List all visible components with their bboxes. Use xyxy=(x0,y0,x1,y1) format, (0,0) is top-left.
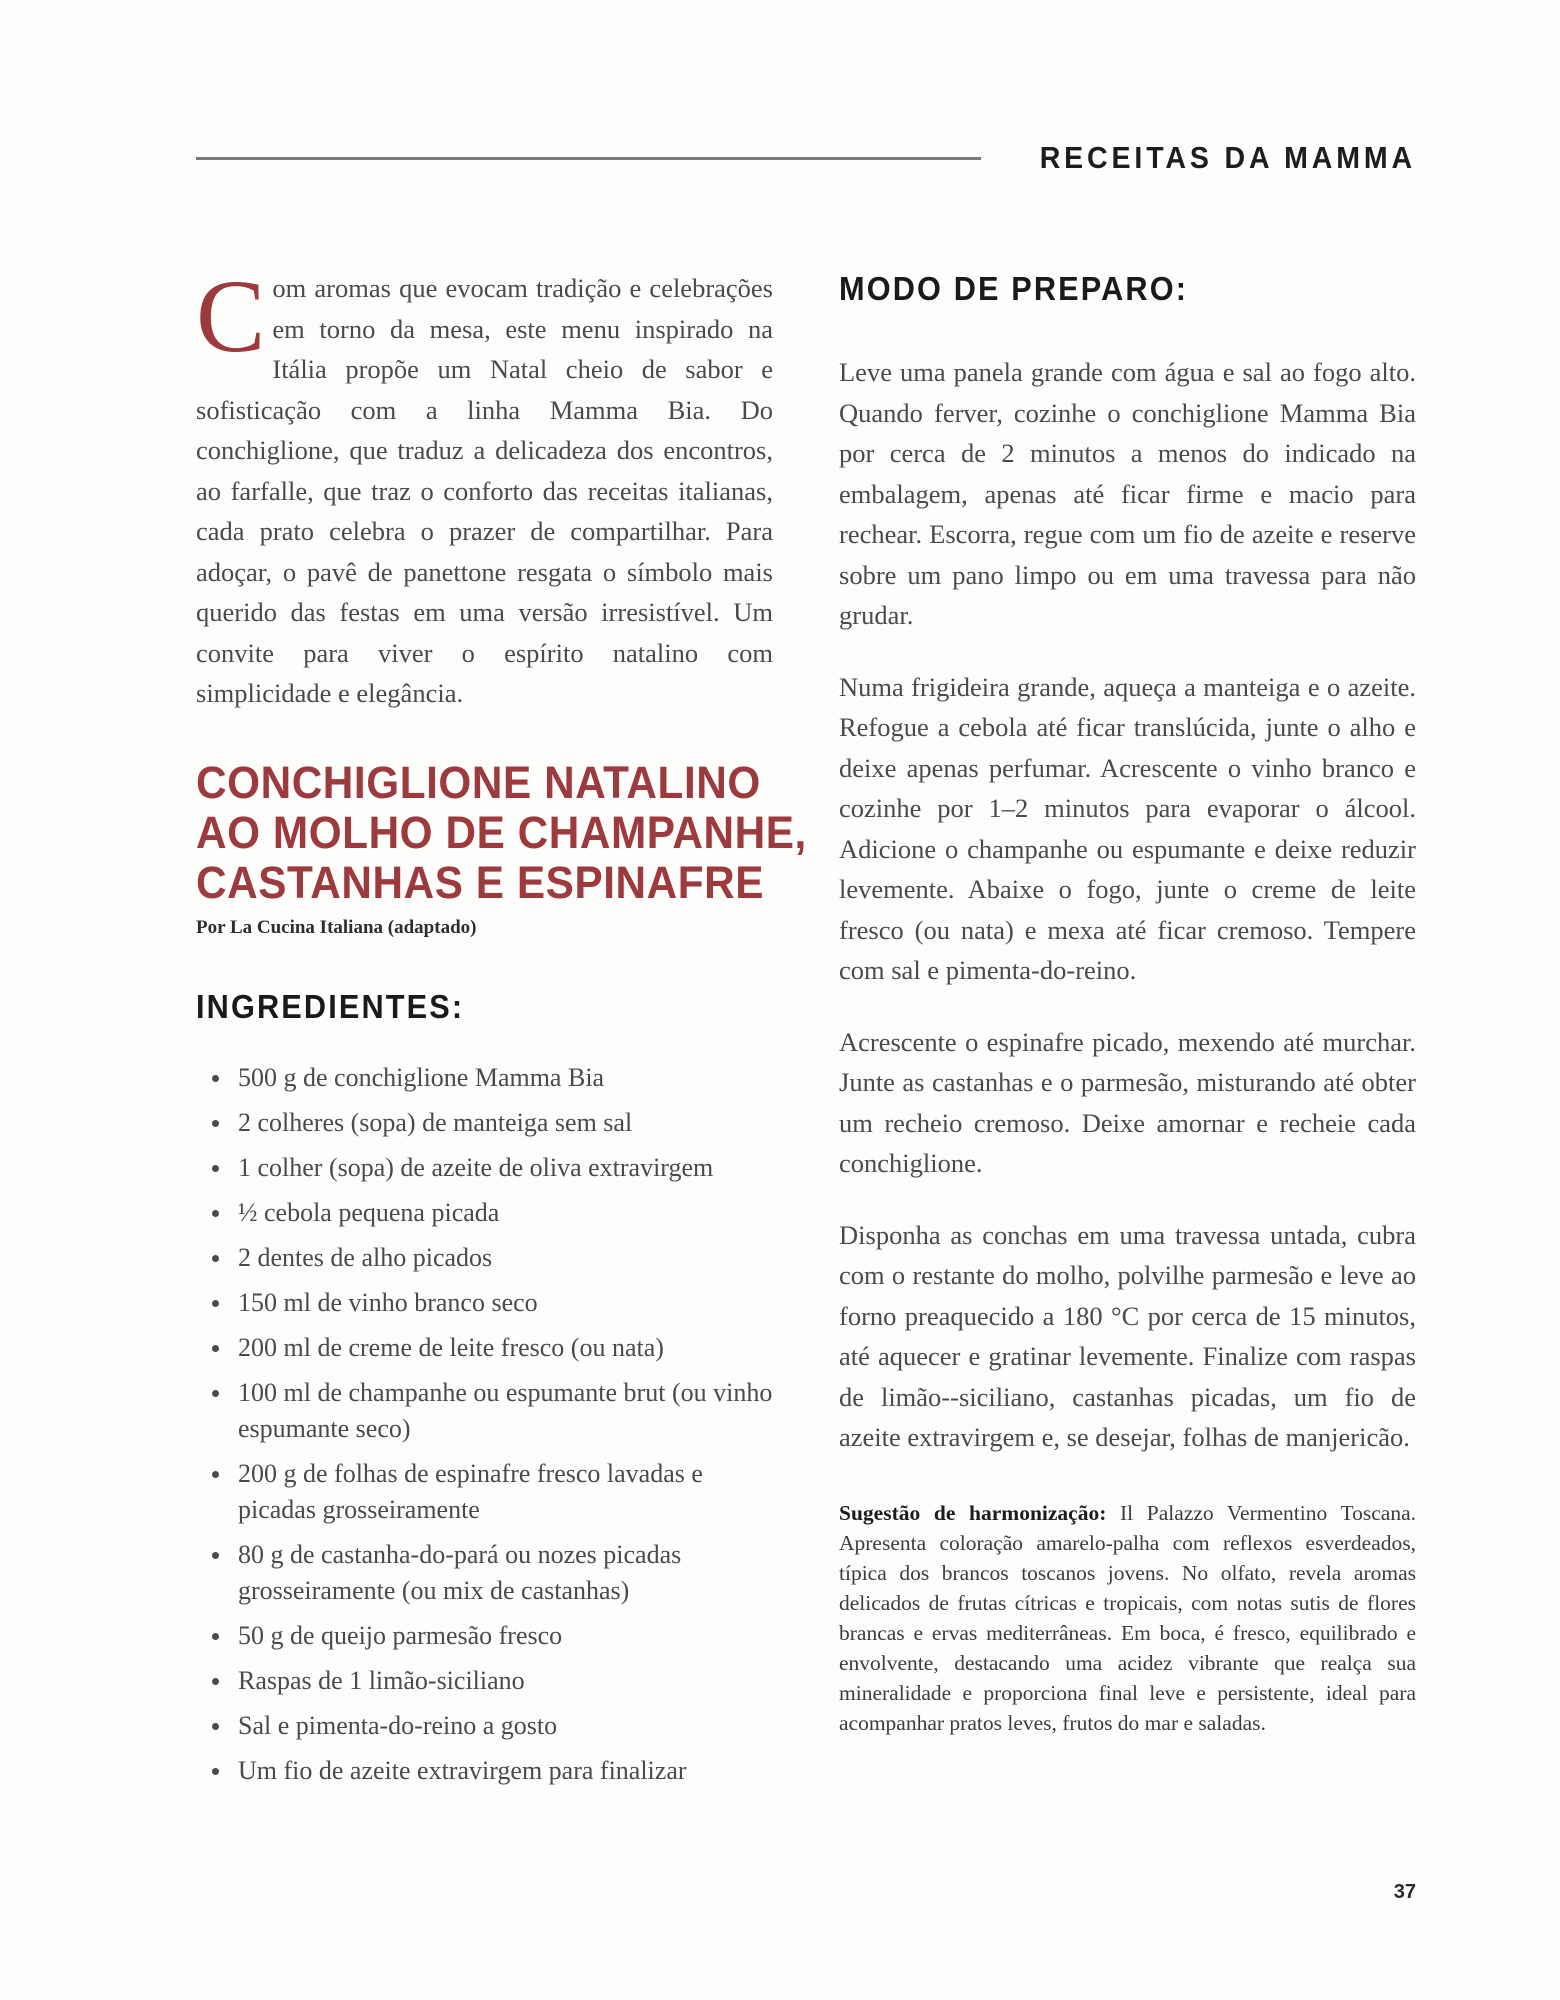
list-item: 2 colheres (sopa) de manteiga sem sal xyxy=(196,1105,773,1141)
recipe-title-line-1: CONCHIGLIONE NATALINO xyxy=(196,756,761,808)
list-item: 80 g de castanha-do-pará ou nozes picadas grosseiramente (ou mix de castanhas) xyxy=(196,1537,773,1609)
list-item: 2 dentes de alho picados xyxy=(196,1240,773,1276)
left-column xyxy=(196,259,807,1888)
intro-text: om aromas que evocam tradição e celebrações em torno da mesa, este menu inspirado na Itália propõe um Natal cheio de sabor e sofisticação com a linha Mamma Bia. Do conchiglione, que traduz a delicadeza dos encontros, ao farfalle, que traz o conforto das receitas italianas, cada prato celebra o prazer de compartilhar. Para adoçar, o pavê de panettone resgata o símbolo mais querido das festas em uma versão irresistível. Um convite para viver o espírito natalino com simplicidade e elegância. xyxy=(196,273,773,708)
list-item: 150 ml de vinho branco seco xyxy=(196,1285,773,1321)
preparation-body xyxy=(839,352,1416,1458)
ingredients-heading: INGREDIENTES: xyxy=(196,987,465,1025)
recipe-title xyxy=(196,756,807,908)
list-item: 50 g de queijo parmesão fresco xyxy=(196,1618,773,1654)
preparation-paragraph: Acrescente o espinafre picado, mexendo até murchar. Junte as castanhas e o parmesão, misturando até obter um recheio cremoso. Deixe amornar e recheie cada conchiglione. xyxy=(839,1026,1416,1178)
content-columns xyxy=(196,259,1416,1888)
drop-cap: C xyxy=(196,259,266,374)
list-item: 200 g de folhas de espinafre fresco lavadas e picadas grosseiramente xyxy=(196,1456,773,1528)
recipe-title-line-3: CASTANHAS E ESPINAFRE xyxy=(196,856,765,908)
ingredients-list xyxy=(196,1060,773,1789)
pairing-label: Sugestão de harmonização: xyxy=(839,1500,1107,1525)
pairing-text: Il Palazzo Vermentino Toscana. Apresenta coloração amarelo-palha com reflexos esverdeados, típica dos brancos toscanos jovens. No olfato, revela aromas delicados de frutas cítricas e tropicais, com notas sutis de flores brancas e ervas mediterrâneas. Em boca, é fresco, equilibrado e envolvente, destacando uma acidez vibrante que realça sua mineralidade e proporciona final leve e persistente, ideal para acompanhar pratos leves, frutos do mar e saladas. xyxy=(839,1500,1416,1735)
preparation-paragraph: Disponha as conchas em uma travessa untada, cubra com o restante do molho, polvilhe parmesão e leve ao forno preaquecido a 180 °C por cerca de 15 minutos, até aquecer e gratinar levemente. Finalize com raspas de limão--siciliano, castanhas picadas, um fio de azeite extravirgem e, se desejar, folhas de manjericão. xyxy=(839,1219,1416,1452)
list-item: Raspas de 1 limão-siciliano xyxy=(196,1663,773,1699)
recipe-byline: Por La Cucina Italiana (adaptado) xyxy=(196,916,477,938)
header-rule xyxy=(196,157,981,160)
section-title: RECEITAS DA MAMMA xyxy=(1039,140,1416,175)
list-item: 500 g de conchiglione Mamma Bia xyxy=(196,1060,773,1096)
page-header xyxy=(196,140,1416,176)
list-item: Um fio de azeite extravirgem para finalizar xyxy=(196,1753,773,1789)
list-item: 100 ml de champanhe ou espumante brut (ou vinho espumante seco) xyxy=(196,1375,773,1447)
intro-paragraph xyxy=(196,259,773,714)
preparation-paragraph: Leve uma panela grande com água e sal ao fogo alto. Quando ferver, cozinhe o conchiglione Mamma Bia por cerca de 2 minutos a menos do indicado na embalagem, apenas até ficar firme e macio para rechear. Escorra, regue com um fio de azeite e reserve sobre um pano limpo ou em uma travessa para não grudar. xyxy=(839,357,1416,630)
preparation-paragraph: Numa frigideira grande, aqueça a manteiga e o azeite. Refogue a cebola até ficar translúcida, junte o alho e deixe apenas perfumar. Acrescente o vinho branco e cozinhe por 1–2 minutos para evaporar o álcool. Adicione o champanhe ou espumante e deixe reduzir levemente. Abaixe o fogo, junte o creme de leite fresco (ou nata) e mexa até ficar cremoso. Tempere com sal e pimenta-do-reino. xyxy=(839,671,1416,985)
page-number: 37 xyxy=(1393,1881,1416,1903)
list-item: 1 colher (sopa) de azeite de oliva extravirgem xyxy=(196,1150,773,1186)
right-column xyxy=(839,268,1416,1888)
list-item: 200 ml de creme de leite fresco (ou nata) xyxy=(196,1330,773,1366)
pairing-note xyxy=(839,1498,1416,1738)
recipe-title-line-2: AO MOLHO DE CHAMPANHE, xyxy=(196,806,807,858)
list-item: ½ cebola pequena picada xyxy=(196,1195,773,1231)
preparation-heading: MODO DE PREPARO: xyxy=(839,270,1189,307)
list-item: Sal e pimenta-do-reino a gosto xyxy=(196,1708,773,1744)
